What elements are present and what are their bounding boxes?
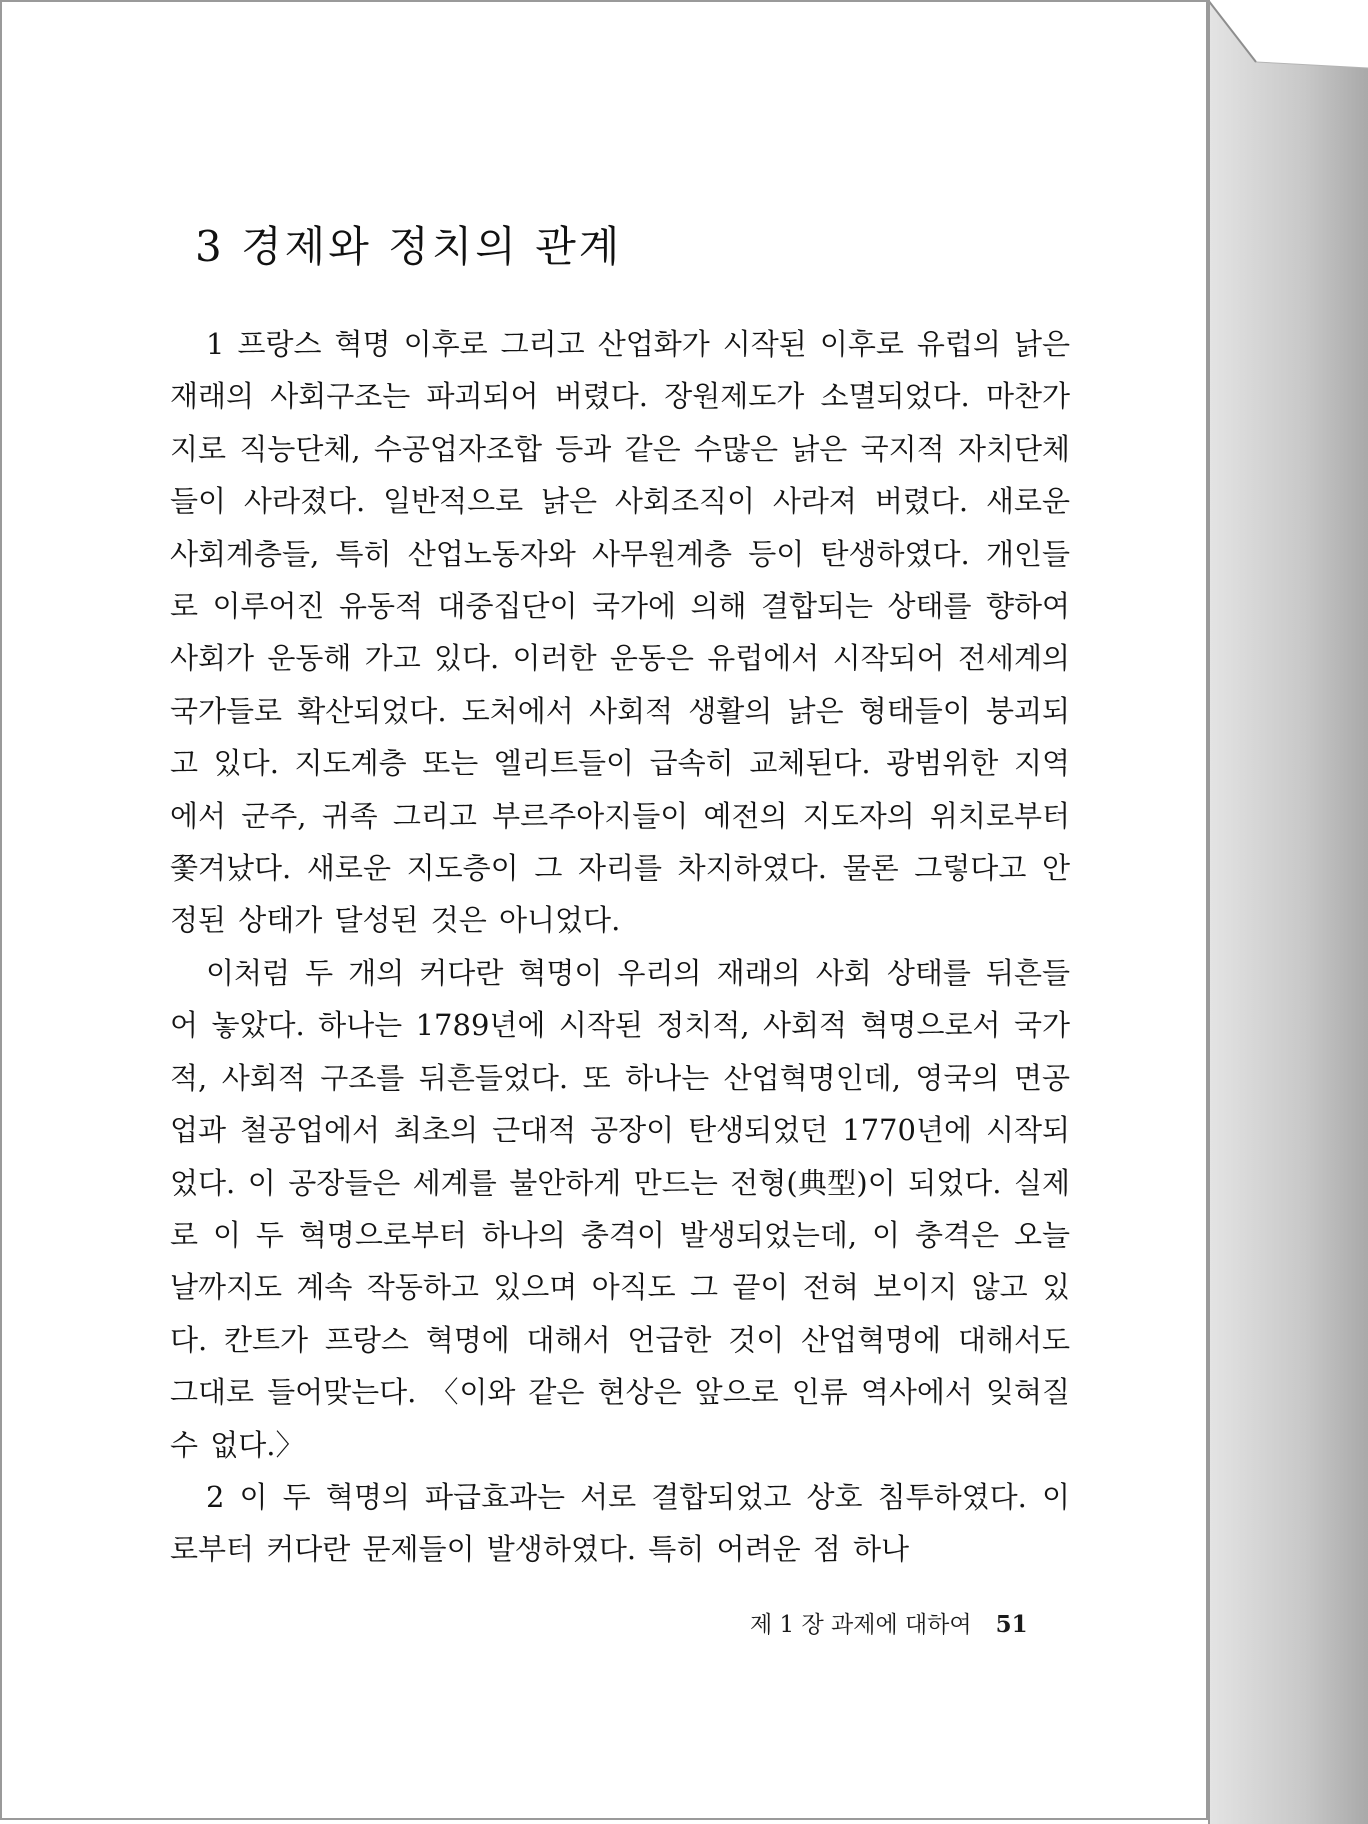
page-stack-shading bbox=[1208, 0, 1368, 1824]
paragraph-3: 2 이 두 혁명의 파급효과는 서로 결합되었고 상호 침투하였다. 이로부터 커다란 문제들이 발생하였다. 특히 어려운 점 하나 bbox=[170, 1479, 1070, 1567]
book-spine-edge bbox=[1208, 0, 1368, 1824]
paragraph-1: 1 프랑스 혁명 이후로 그리고 산업화가 시작된 이후로 유럽의 낡은 재래의 사회구조는 파괴되어 버렸다. 장원제도가 소멸되었다. 마찬가지로 직능단체, 수공업자조합 등과 같은 수많은 낡은 국지적 자치단체들이 사라졌다. 일반적으로 낡은 사회조직이 사라져 버렸다. 새로운 사회계층들, 특히 산업노동자와 사무원계층 등이 탄생하였다. 개인들로 이루어진 유동적 대중집단이 국가에 의해 결합되는 상태를 향하여 사회가 운동해 가고 있다. 이러한 운동은 유럽에서 시작되어 전세계의 국가들로 확산되었다. 도처에서 사회적 생활의 낡은 형태들이 붕괴되고 있다. 지도계층 또는 엘리트들이 급속히 교체된다. 광범위한 지역에서 군주, 귀족 그리고 부르주아지들이 예전의 지도자의 위치로부터 쫓겨났다. 새로운 지도층이 그 자리를 차지하였다. 물론 그렇다고 안정된 상태가 달성된 것은 아니었다. bbox=[170, 327, 1070, 938]
section-title: 3 경제와 정치의 관계 bbox=[195, 222, 623, 271]
page-footer bbox=[750, 1606, 1028, 1639]
body-text bbox=[170, 318, 1070, 1576]
chapter-label: 제 1 장 과제에 대하여 bbox=[750, 1612, 972, 1638]
paragraph-2: 이처럼 두 개의 커다란 혁명이 우리의 재래의 사회 상태를 뒤흔들어 놓았다. 하나는 1789년에 시작된 정치적, 사회적 혁명으로서 국가적, 사회적 구조를 뒤흔들었다. 또 하나는 산업혁명인데, 영국의 면공업과 철공업에서 최초의 근대적 공장이 탄생되었던 1770년에 시작되었다. 이 공장들은 세계를 불안하게 만드는 전형(典型)이 되었다. 실제로 이 두 혁명으로부터 하나의 충격이 발생되었는데, 이 충격은 오늘날까지도 계속 작동하고 있으며 아직도 그 끝이 전혀 보이지 않고 있다. 칸트가 프랑스 혁명에 대해서 언급한 것이 산업혁명에 대해서도 그대로 들어맞는다. 〈이와 같은 현상은 앞으로 인류 역사에서 잊혀질 수 없다.〉 bbox=[170, 955, 1070, 1462]
page-number: 51 bbox=[995, 1611, 1028, 1638]
